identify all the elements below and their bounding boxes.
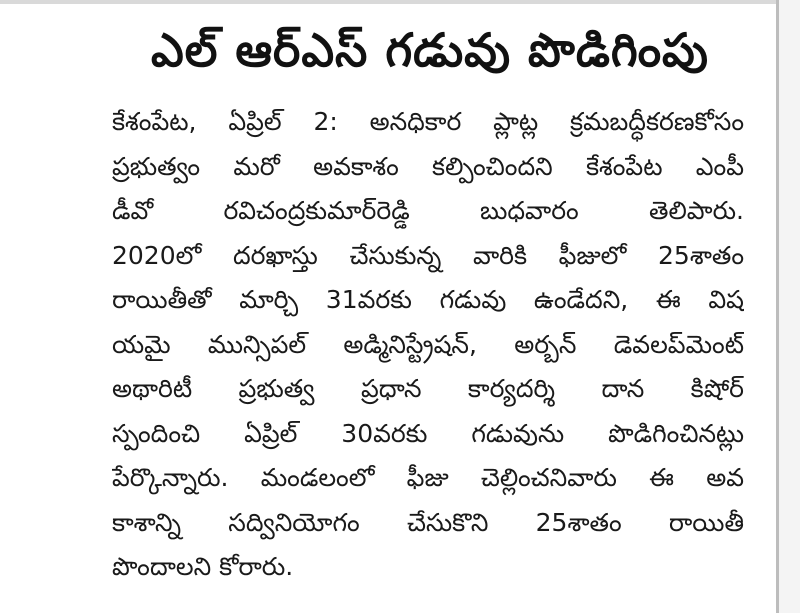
article-line: ప్రభుత్వం మరో అవకాశం కల్పించిందని కేశంపేట ఎంపీ (112, 151, 744, 181)
top-divider (0, 0, 800, 4)
article-line-last: పొందాలని కోరారు. (112, 552, 294, 581)
article-line: కాశాన్ని సద్వినియోగం చేసుకొని 25శాతం రాయితీ (112, 507, 744, 537)
headline: ఎల్ ఆర్ఎస్ గడువు పొడిగింపు (151, 23, 709, 77)
article-body (112, 100, 744, 590)
article-line: 2020లో దరఖాస్తు చేసుకున్న వారికి ఫీజులో 25శాతం (112, 240, 744, 270)
adjacent-column-margin (779, 0, 800, 613)
article-line: స్పందించి ఏప్రిల్ 30వరకు గడువును పొడిగించినట్లు (112, 418, 744, 448)
article-line: రాయితీతో మార్చి 31వరకు గడువు ఉండేదని, ఈ విష (112, 285, 744, 314)
article-line: యమై మున్సిపల్ అడ్మినిస్ట్రేషన్, అర్బన్ డెవలప్‌మెంట్ (112, 329, 744, 359)
article-line: కేశంపేట, ఏప్రిల్ 2: అనధికార ప్లాట్ల క్రమబద్ధీకరణకోసం (112, 107, 744, 136)
article-line: డీవో రవిచంద్రకుమార్‌రెడ్డి బుధవారం తెలిపారు. (112, 196, 744, 225)
article-line: అథారిటీ ప్రభుత్వ ప్రధాన కార్యదర్శి దాన కిషోర్ (112, 374, 744, 403)
article-line: పేర్కొన్నారు. మండలంలో ఫీజు చెల్లించనివారు ఈ అవ (112, 463, 744, 492)
